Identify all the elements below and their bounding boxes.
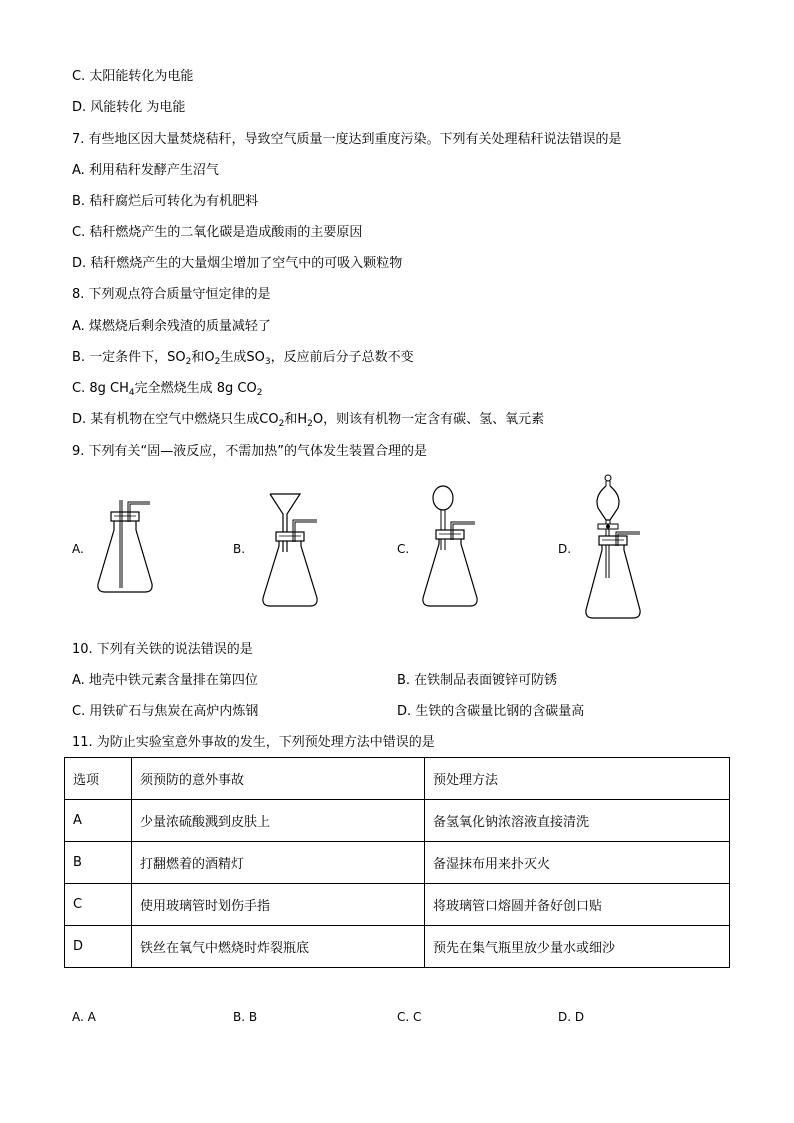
- row-option: B: [65, 842, 132, 884]
- row-option: C: [65, 884, 132, 926]
- row-method: 预先在集气瓶里放少量水或细沙: [425, 926, 730, 968]
- q9-label-b: B.: [233, 542, 246, 556]
- q10-option-d: D. 生铁的含碳量比钢的含碳量高: [397, 704, 585, 719]
- row-accident: 使用玻璃管时划伤手指: [132, 884, 425, 926]
- row-method: 备氢氧化钠浓溶液直接清洗: [425, 800, 730, 842]
- table-row: [65, 842, 730, 884]
- row-method: 将玻璃管口熔圆并备好创口贴: [425, 884, 730, 926]
- q10-option-b: B. 在铁制品表面镀锌可防锈: [397, 673, 558, 688]
- row-accident: 铁丝在氧气中燃烧时炸裂瓶底: [132, 926, 425, 968]
- apparatus-b-funnel: [255, 492, 330, 612]
- table-row: [65, 800, 730, 842]
- apparatus-a-flask-long-tube: [90, 498, 160, 598]
- q7-option-d: D. 秸秆燃烧产生的大量烟尘增加了空气中的可吸入颗粒物: [72, 256, 403, 271]
- q10-stem: 10. 下列有关铁的说法错误的是: [72, 642, 253, 657]
- table-row: [65, 926, 730, 968]
- q9-stem: 9. 下列有关“固—液反应，不需加热”的气体发生装置合理的是: [72, 444, 428, 459]
- q11-option-c: C. C: [397, 1010, 422, 1024]
- q7-stem: 7. 有些地区因大量焚烧秸秆，导致空气质量一度达到重度污染。下列有关处理秸秆说法错误的是: [72, 132, 622, 147]
- row-method: 备湿抹布用来扑灭火: [425, 842, 730, 884]
- q7-option-a: A. 利用秸秆发酵产生沼气: [72, 163, 219, 178]
- row-accident: 少量浓硫酸溅到皮肤上: [132, 800, 425, 842]
- header-option: 选项: [65, 758, 132, 800]
- q11-stem: 11. 为防止实验室意外事故的发生，下列预处理方法中错误的是: [72, 735, 435, 750]
- q9-label-c: C.: [397, 542, 410, 556]
- q9-label-d: D.: [558, 542, 572, 556]
- table-row: [65, 884, 730, 926]
- q7-option-c: C. 秸秆燃烧产生的二氧化碳是造成酸雨的主要原因: [72, 225, 363, 240]
- q8-option-c: C. 8g $CH_4$完全燃烧生成 8g $CO_2$: [72, 381, 263, 398]
- row-accident: 打翻燃着的酒精灯: [132, 842, 425, 884]
- row-option: A: [65, 800, 132, 842]
- q11-table: [64, 757, 730, 968]
- q8-option-a: A. 煤燃烧后剩余残渣的质量减轻了: [72, 319, 271, 334]
- apparatus-c-long-neck-funnel: [415, 484, 490, 612]
- table-header-row: [65, 758, 730, 800]
- q8-stem: 8. 下列观点符合质量守恒定律的是: [72, 287, 271, 302]
- q7-option-b: B. 秸秆腐烂后可转化为有机肥料: [72, 194, 259, 209]
- q11-option-d: D. D: [558, 1010, 585, 1024]
- q6-option-c: C. 太阳能转化为电能: [72, 69, 194, 84]
- q6-option-d: D. 风能转化 为电能: [72, 100, 186, 115]
- q10-option-a: A. 地壳中铁元素含量排在第四位: [72, 673, 258, 688]
- q8-option-b: B. 一定条件下，$SO_2$和$O_2$生成$SO_3$，反应前后分子总数不变: [72, 350, 414, 367]
- row-option: D: [65, 926, 132, 968]
- header-method: 预处理方法: [425, 758, 730, 800]
- apparatus-d-separatory-funnel: [578, 474, 653, 624]
- q11-option-a: A. A: [72, 1010, 96, 1024]
- q10-option-c: C. 用铁矿石与焦炭在高炉内炼钢: [72, 704, 259, 719]
- header-accident: 须预防的意外事故: [132, 758, 425, 800]
- q9-label-a: A.: [72, 542, 84, 556]
- q8-option-d: D. 某有机物在空气中燃烧只生成$CO_2$和$H_2O$，则该有机物一定含有碳、氢、氧元素: [72, 412, 545, 429]
- q11-option-b: B. B: [233, 1010, 258, 1024]
